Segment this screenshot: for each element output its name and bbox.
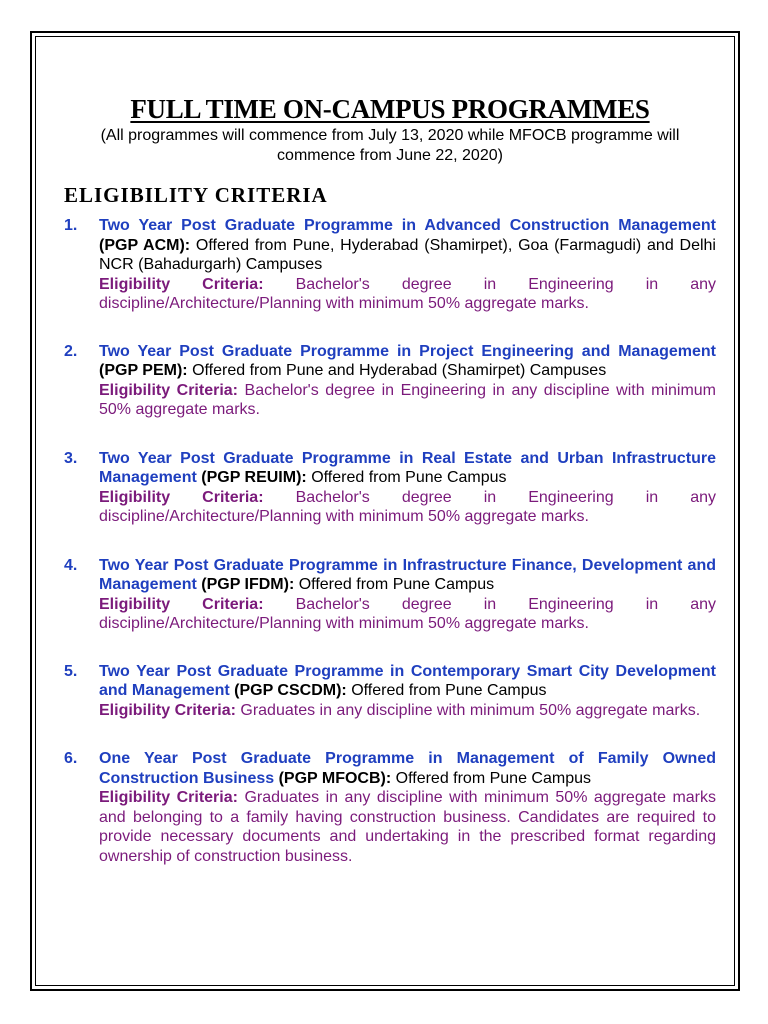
eligibility-text: Bachelor's degree in Engineering in any discipline/Architecture/Planning with minimum 50% aggregate marks. [99,275,716,312]
programme-abbr: (PGP IFDM): [201,576,295,593]
programme-item [64,449,716,527]
programme-abbr: (PGP ACM): [99,236,191,254]
programme-abbr: (PGP CSCDM): [234,682,347,699]
eligibility-label: Eligibility Criteria: [99,488,264,506]
page-title: FULL TIME ON-CAMPUS PROGRAMMES [130,94,650,124]
programme-name: Two Year Post Graduate Programme in Contemporary Smart City Development and Management [99,662,716,699]
eligibility-label: Eligibility Criteria: [99,595,264,613]
eligibility-label: Eligibility Criteria: [99,381,238,399]
programme-offered: Offered from Pune Campus [351,682,547,699]
eligibility-text: Bachelor's degree in Engineering in any discipline with minimum 50% aggregate marks. [99,381,716,418]
eligibility-text: Bachelor's degree in Engineering in any discipline/Architecture/Planning with minimum 50% aggregate marks. [99,488,716,525]
eligibility-text: Graduates in any discipline with minimum 50% aggregate marks. [240,701,701,719]
programme-name: One Year Post Graduate Programme in Management of Family Owned Construction Business [99,750,716,787]
eligibility-text: Graduates in any discipline with minimum 50% aggregate marks and belonging to a family having construction business. Candidates are required to provide necessary documents and undertaking in the prescribed format regarding ownership of construction business. [99,789,716,865]
programme-offered: Offered from Pune and Hyderabad (Shamirpet) Campuses [192,362,607,379]
eligibility-label: Eligibility Criteria: [99,701,236,719]
programme-offered: Offered from Pune, Hyderabad (Shamirpet), Goa (Farmagudi) and Delhi NCR (Bahadurgarh) Campuses [99,236,716,273]
programme-name: Two Year Post Graduate Programme in Infrastructure Finance, Development and Management [99,556,716,593]
programme-offered: Offered from Pune Campus [311,469,507,486]
eligibility-label: Eligibility Criteria: [99,275,264,293]
section-heading: ELIGIBILITY CRITERIA [64,183,328,207]
programme-list [64,216,716,866]
programme-item [64,749,716,866]
programme-number: 3. [64,449,78,467]
programme-abbr: (PGP PEM): [99,362,188,379]
document-content [64,94,716,866]
programme-number: 6. [64,750,78,767]
programme-name: Two Year Post Graduate Programme in Advanced Construction Management [99,217,716,234]
programme-offered: Offered from Pune Campus [298,576,495,593]
programme-number: 5. [64,662,78,680]
programme-offered: Offered from Pune Campus [395,769,591,787]
programme-item [64,342,716,420]
page-subtitle: (All programmes will commence from July 13, 2020 while MFOCB programme will commence from June 22, 2020) [100,127,680,164]
programme-abbr: (PGP MFOCB): [278,769,392,787]
programme-number: 2. [64,342,78,360]
eligibility-label: Eligibility Criteria: [99,789,238,806]
programme-item [64,662,716,721]
programme-name: Two Year Post Graduate Programme in Project Engineering and Management [99,342,716,360]
programme-number: 4. [64,556,78,574]
programme-item [64,556,716,634]
programme-name: Two Year Post Graduate Programme in Real Estate and Urban Infrastructure Management [99,449,716,486]
programme-abbr: (PGP REUIM): [201,469,307,486]
eligibility-text: Bachelor's degree in Engineering in any discipline/Architecture/Planning with minimum 50% aggregate marks. [99,595,716,632]
programme-item [64,216,716,314]
programme-number: 1. [64,217,78,234]
